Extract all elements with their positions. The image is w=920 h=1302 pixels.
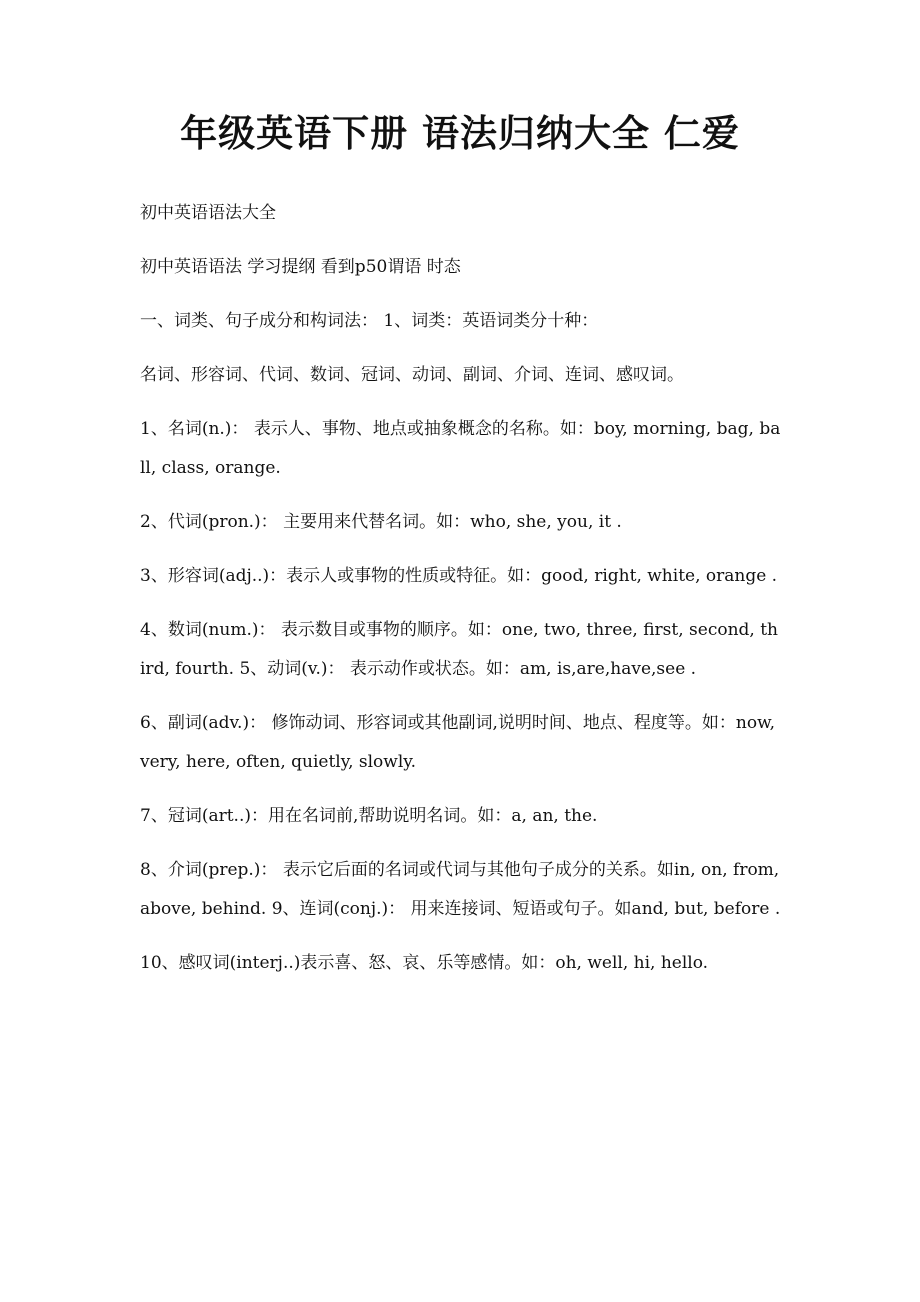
- page-title: 年级英语下册 语法归纳大全 仁爱: [180, 112, 740, 155]
- paragraph-outline: 初中英语语法 学习提纲 看到p50谓语 时态: [140, 257, 461, 277]
- paragraph-section-one: 一、词类、句子成分和构词法： 1、词类：英语词类分十种：: [140, 311, 599, 331]
- paragraph-noun: 1、名词(n.)： 表示人、事物、地点或抽象概念的名称。如：boy, morning, bag, ball, class, orange.: [140, 419, 781, 478]
- paragraph-word-class-list: 名词、形容词、代词、数词、冠词、动词、副词、介词、连词、感叹词。: [140, 365, 684, 385]
- document-body: [140, 194, 782, 998]
- paragraph-adverb: 6、副词(adv.)： 修饰动词、形容词或其他副词,说明时间、地点、程度等。如：now, very, here, often, quietly, slowly.: [140, 713, 776, 772]
- paragraph-interjection: 10、感叹词(interj..)表示喜、怒、哀、乐等感情。如：oh, well, hi, hello.: [140, 953, 709, 973]
- paragraph-preposition-conjunction: 8、介词(prep.)： 表示它后面的名词或代词与其他句子成分的关系。如in, on, from, above, behind. 9、连词(conj.)： 用来连接词、短语或句子。如and, but, before .: [140, 860, 781, 919]
- paragraph-adjective: 3、形容词(adj..)：表示人或事物的性质或特征。如：good, right, white, orange .: [140, 566, 778, 586]
- paragraph-heading: 初中英语语法大全: [140, 203, 276, 223]
- paragraph-article: 7、冠词(art..)：用在名词前,帮助说明名词。如：a, an, the.: [140, 806, 598, 826]
- paragraph-numeral-verb: 4、数词(num.)： 表示数目或事物的顺序。如：one, two, three, first, second, third, fourth. 5、动词(v.)： 表示动作或状态。如：am, is,are,have,see .: [140, 620, 779, 679]
- paragraph-pronoun: 2、代词(pron.)： 主要用来代替名词。如：who, she, you, it .: [140, 512, 622, 532]
